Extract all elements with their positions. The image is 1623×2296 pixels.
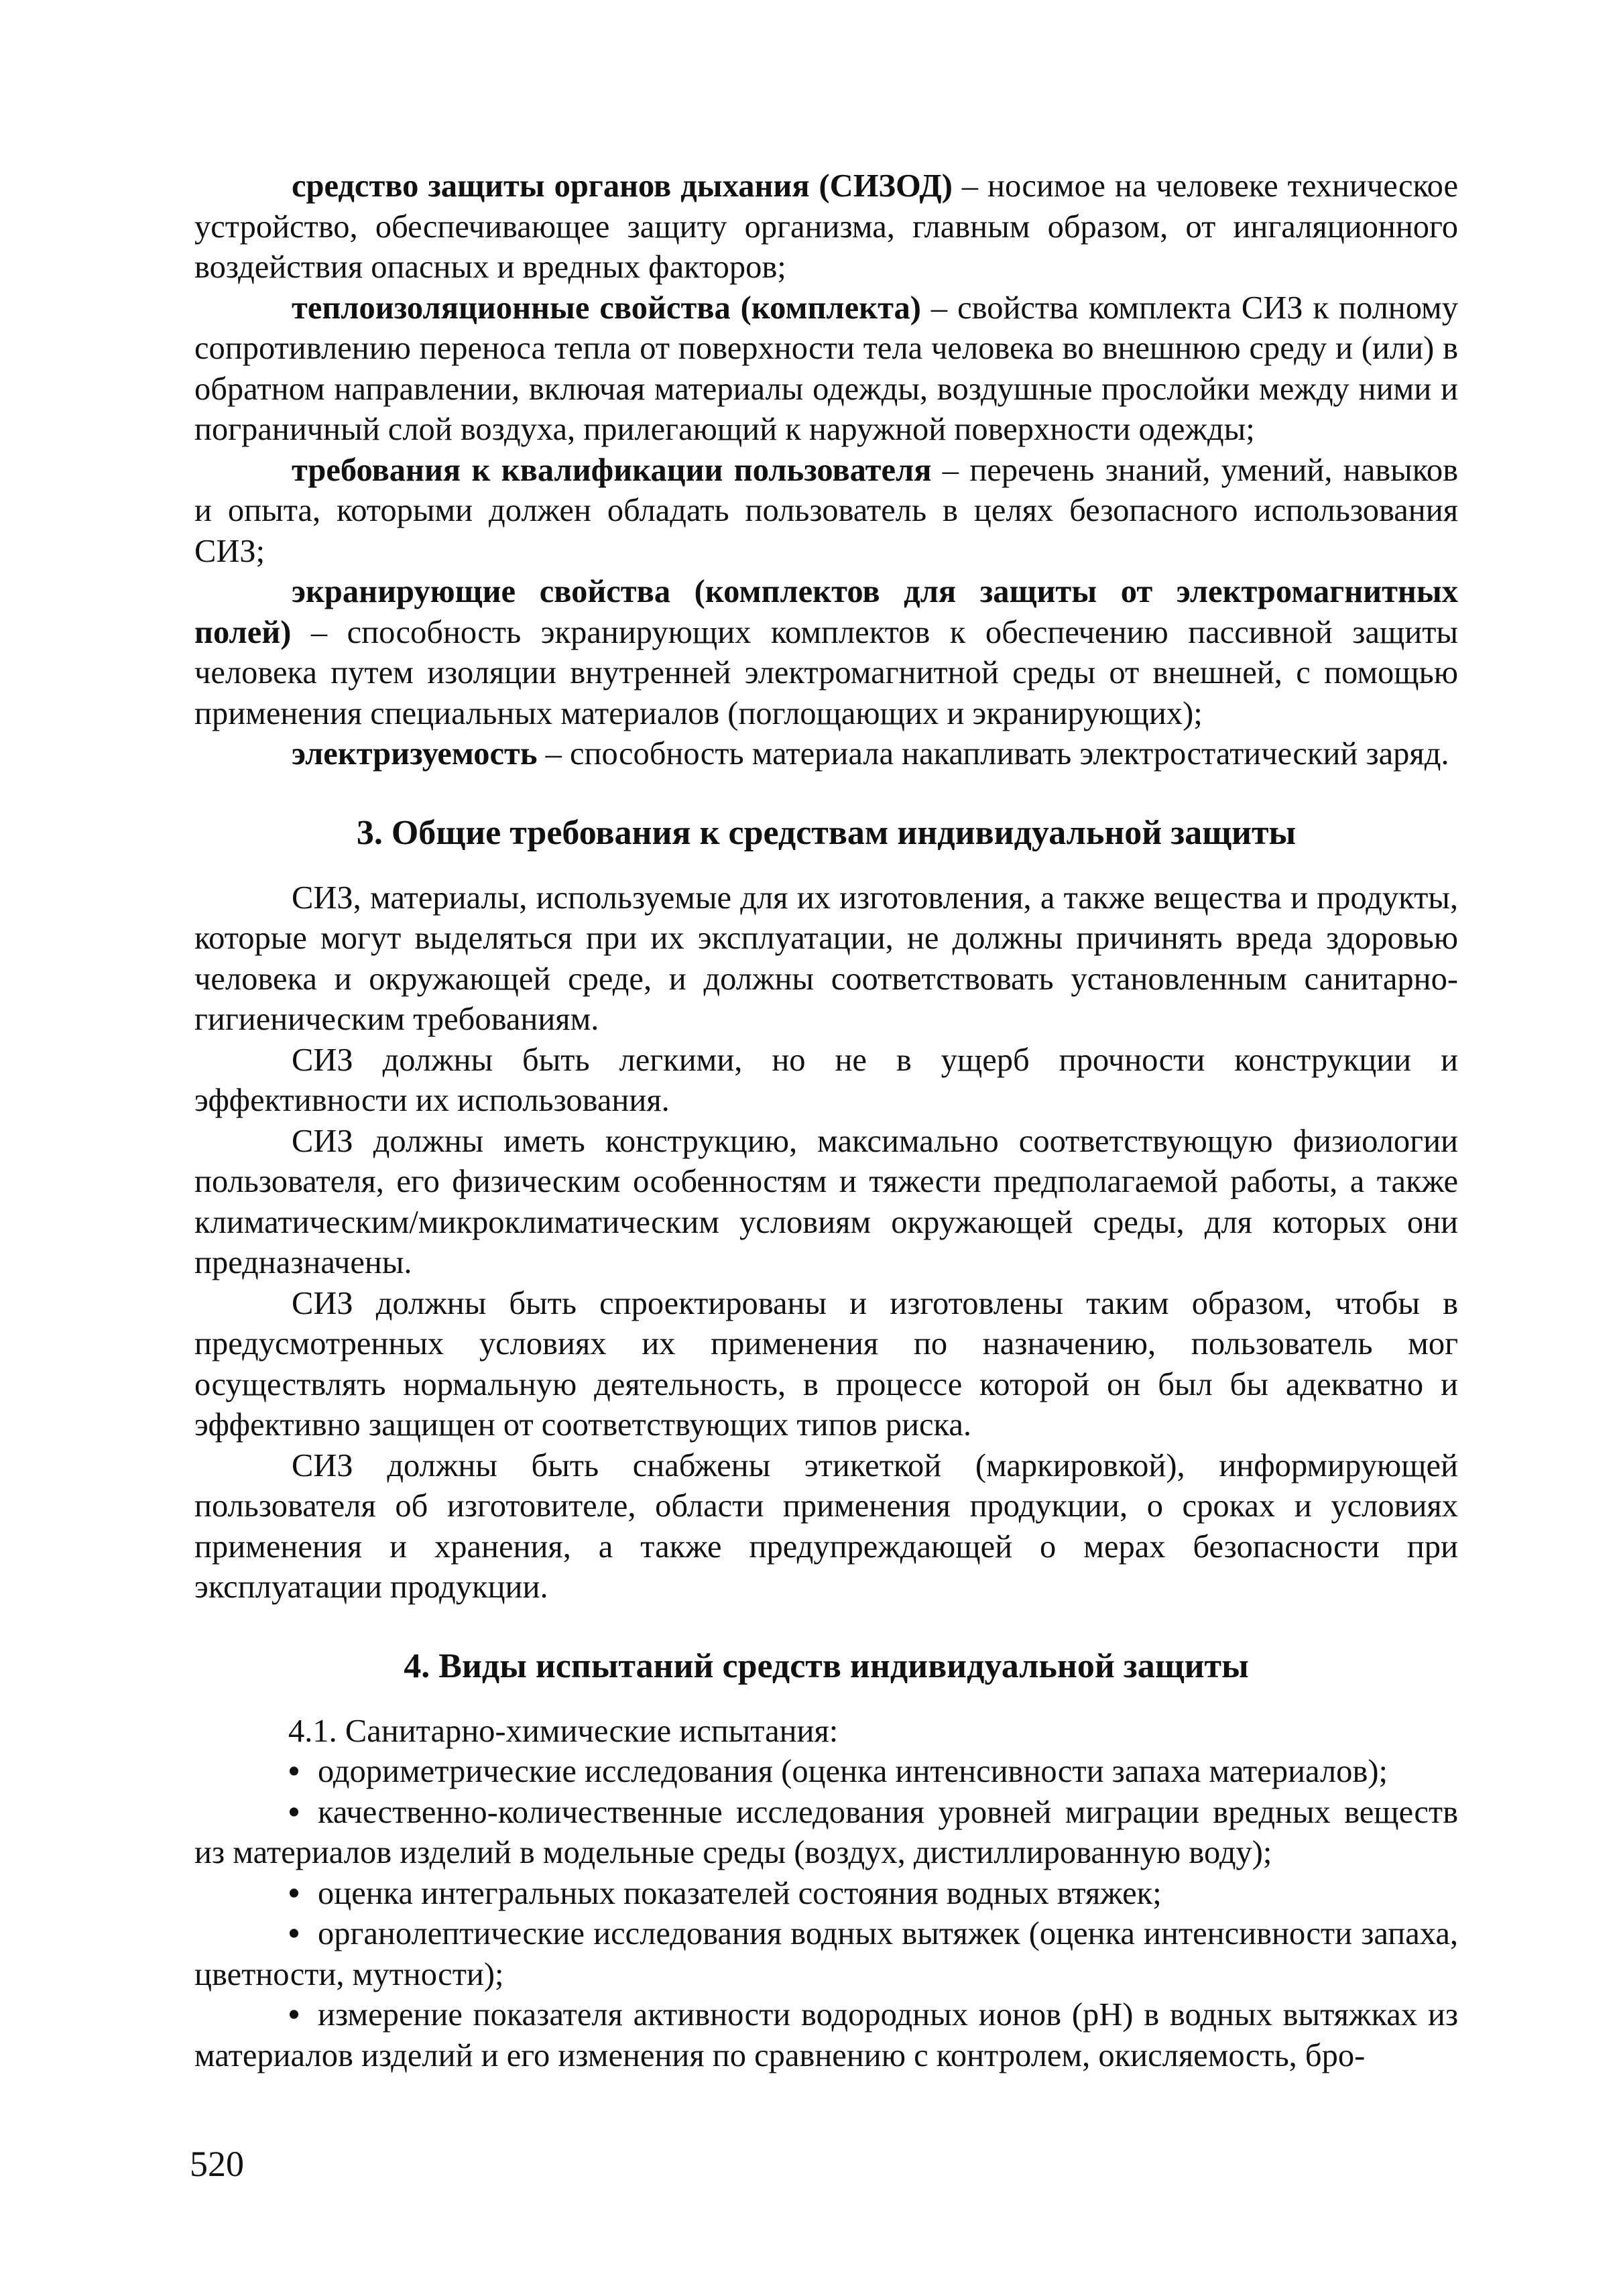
list-item: [194, 1914, 1458, 1995]
definition-term: требования к квалификации пользователя: [292, 452, 932, 488]
definition-term: экранирующие свойства (комплектов для защиты от электромагнитных полей): [194, 574, 1458, 650]
list-item-text: одориметрические исследования (оценка интенсивности запаха материалов);: [318, 1754, 1388, 1789]
subsection-4-1-title: 4.1. Санитарно-химические испытания:: [288, 1713, 839, 1749]
definition-term: теплоизоляционные свойства (комплекта): [292, 290, 921, 326]
bullet-icon: •: [288, 1875, 300, 1911]
definition-term: электризуемость: [292, 736, 538, 772]
list-item: [194, 1752, 1458, 1793]
bullet-icon: •: [288, 1997, 300, 2033]
definition-electrification: [194, 734, 1458, 775]
definition-thermal-insulation: [194, 288, 1458, 450]
definition-text: – свойства комплекта СИЗ к полному сопротивлению переноса тепла от поверхности тела человека во внешнюю среду и (или) в обратном направлении, включая материалы одежды, воздушные прослойки между ними и пограничный слой воздуха, прилегающий к наружной поверхности одежды;: [194, 290, 1458, 447]
definition-text: – способность материала накапливать электростатический заряд.: [537, 736, 1449, 772]
section-3-heading: 3. Общие требования к средствам индивидуальной защиты: [356, 813, 1297, 852]
list-item-text: органолептические исследования водных вытяжек (оценка интенсивности запаха, цветности, мутности);: [194, 1916, 1458, 1992]
section-4-heading: 4. Виды испытаний средств индивидуальной защиты: [404, 1646, 1249, 1685]
definition-text: – способность экранирующих комплектов к обеспечению пассивной защиты человека путем изоляции внутренней электромагнитной среды от внешней, с помощью применения специальных материалов (поглощающих и экранирующих);: [194, 614, 1458, 731]
page-body: [194, 166, 1458, 2076]
definition-user-qualification: [194, 450, 1458, 572]
list-item: [194, 1793, 1458, 1874]
list-item-text: качественно-количественные исследования уровней миграции вредных веществ из материалов изделий в модельные среды (воздух, дистиллированную воду);: [194, 1794, 1458, 1870]
list-item-text: измерение показателя активности водородных ионов (pH) в водных вытяжках из материалов изделий и его изменения по сравнению с контролем, окисляемость, бро-: [194, 1997, 1458, 2073]
section-3-paragraph: СИЗ, материалы, используемые для их изготовления, а также вещества и продукты, которые могут выделяться при их эксплуатации, не должны причинять вреда здоровью человека и окружающей среде, и должны соответствовать установленным санитарно-гигиеническим требованиям.: [194, 880, 1458, 1037]
section-3-paragraph: СИЗ должны быть спроектированы и изготовлены таким образом, чтобы в предусмотренных условиях их применения по назначению, пользователь мог осуществлять нормальную деятельность, в процессе которой он был бы адекватно и эффективно защищен от соответствующих типов риска.: [194, 1285, 1458, 1443]
section-3-paragraph: СИЗ должны иметь конструкцию, максимально соответствующую физиологии пользователя, его физическим особенностям и тяжести предполагаемой работы, а также климатическим/микроклиматическим условиям окружающей среды, для которых они предназначены.: [194, 1123, 1458, 1280]
bullet-icon: •: [288, 1916, 300, 1951]
page-number: 520: [190, 2144, 244, 2184]
definition-text: – перечень знаний, умений, навыков и опыта, которыми должен обладать пользователь в целях безопасного использования СИЗ;: [194, 452, 1458, 569]
bullet-icon: •: [288, 1754, 300, 1789]
list-item: [194, 1995, 1458, 2076]
list-item: [194, 1874, 1458, 1915]
list-item-text: оценка интегральных показателей состояния водных втяжек;: [318, 1875, 1162, 1911]
definition-term: средство защиты органов дыхания (СИЗОД): [292, 168, 953, 204]
definition-text: – носимое на человеке техническое устройство, обеспечивающее защиту организма, главным образом, от ингаляционного воздействия опасных и вредных факторов;: [194, 168, 1458, 285]
definition-shielding: [194, 572, 1458, 734]
section-3-paragraph: СИЗ должны быть легкими, но не в ущерб прочности конструкции и эффективности их использования.: [194, 1042, 1458, 1118]
definition-sizod: [194, 166, 1458, 288]
section-3-paragraph: СИЗ должны быть снабжены этикеткой (маркировкой), информирующей пользователя об изготовителе, области применения продукции, о сроках и условиях применения и хранения, а также предупреждающей о мерах безопасности при эксплуатации продукции.: [194, 1447, 1458, 1605]
bullet-icon: •: [288, 1794, 300, 1830]
